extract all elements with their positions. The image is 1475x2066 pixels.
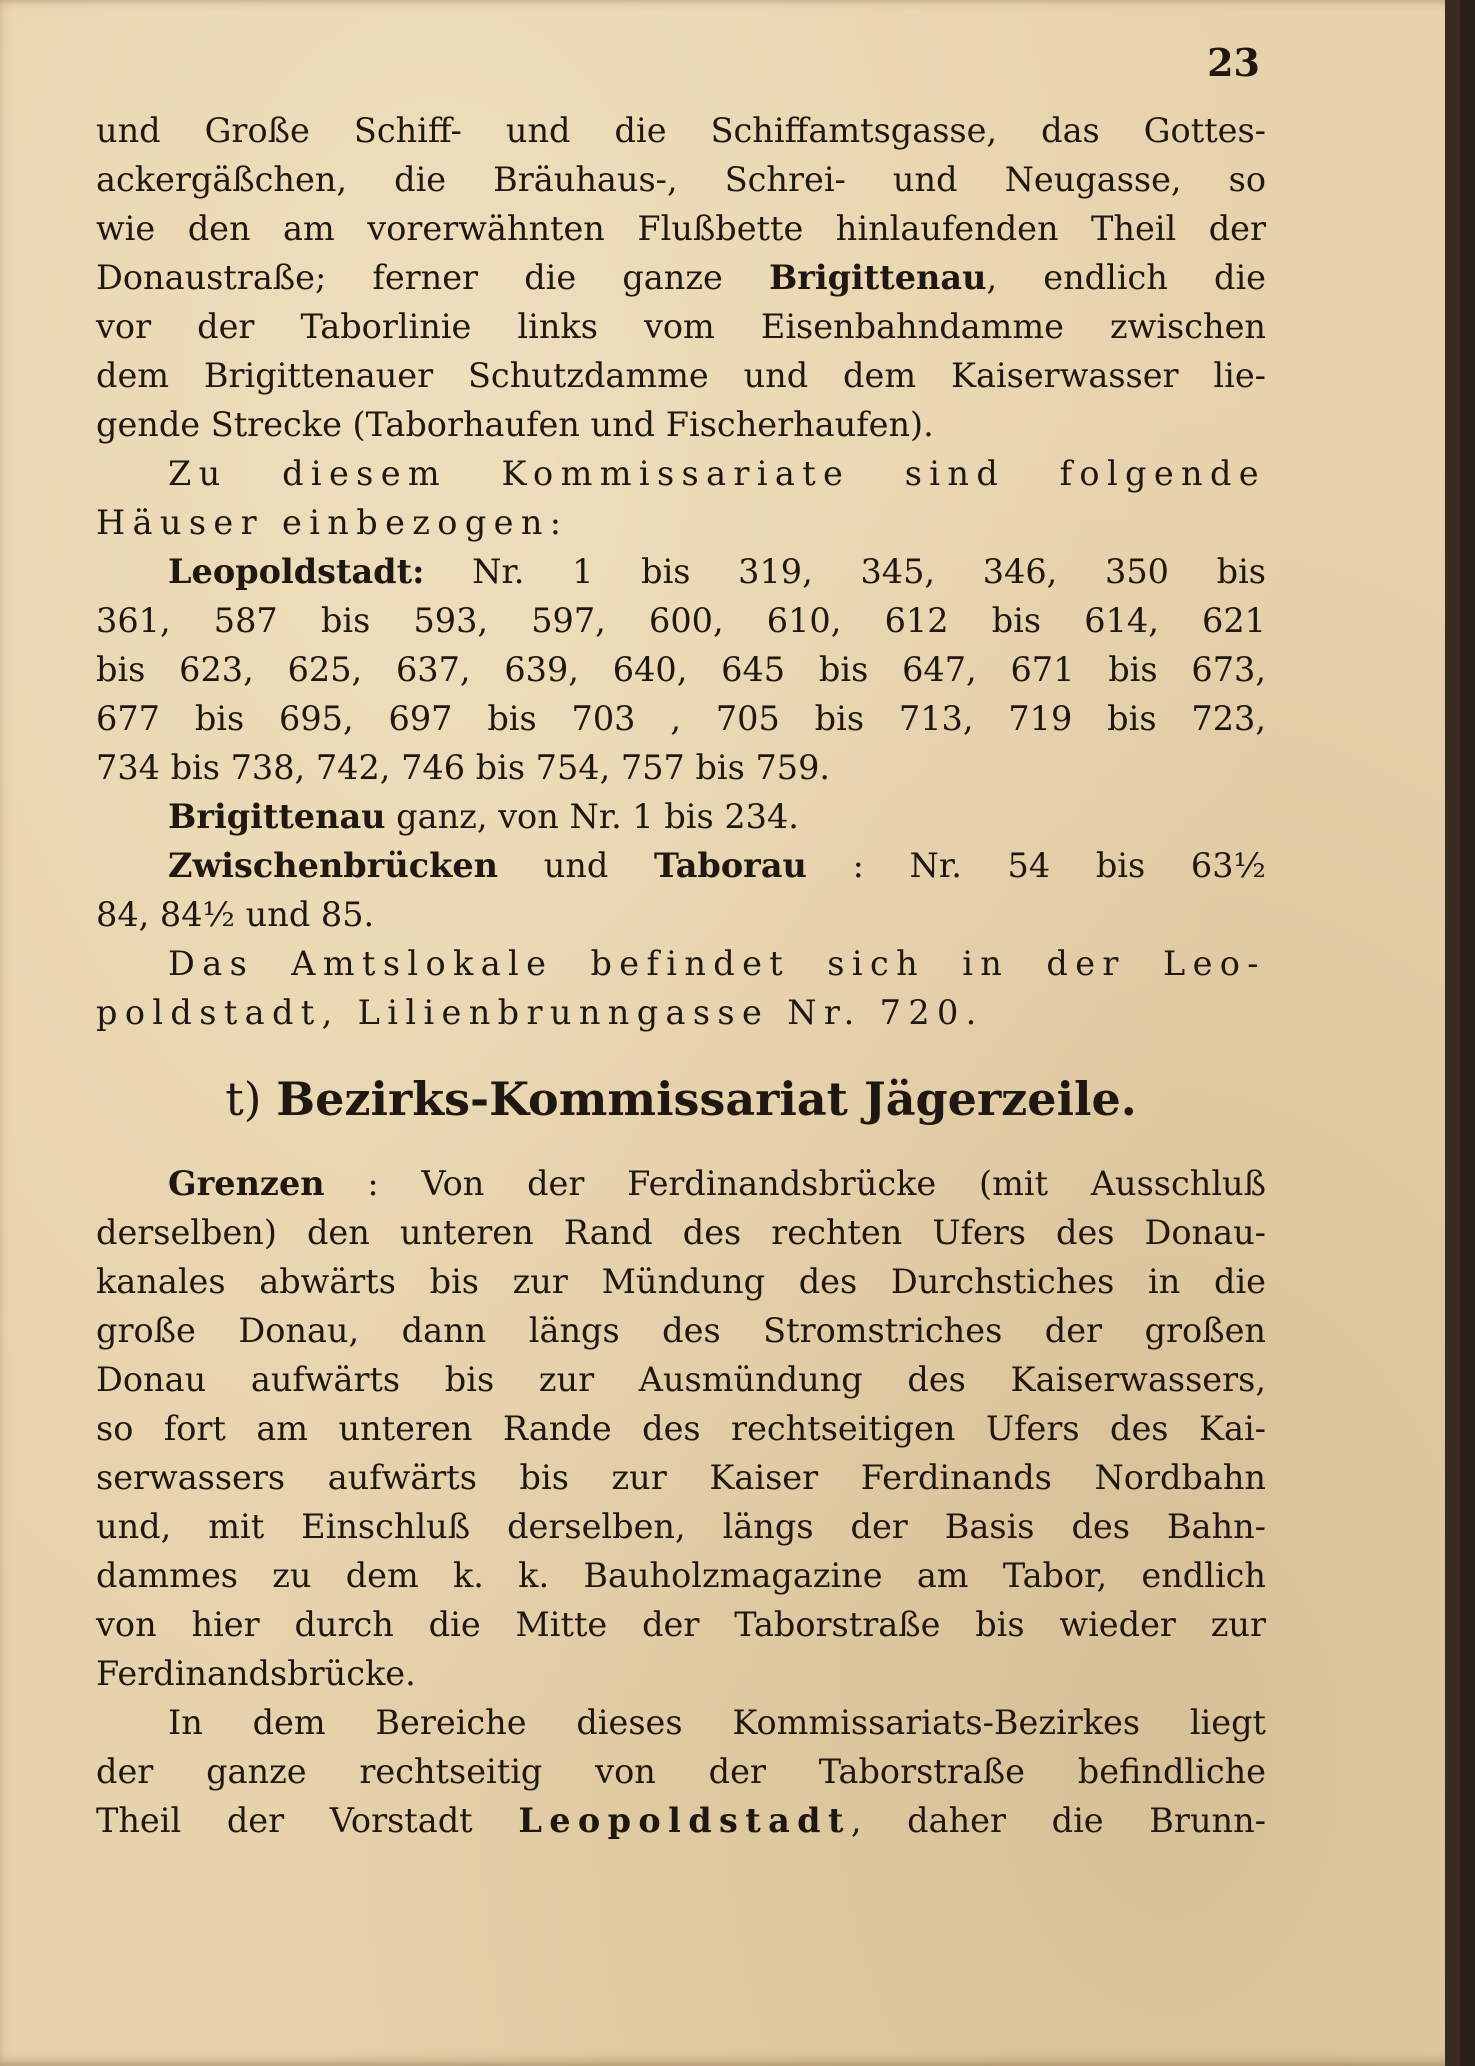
text-run: : Nr. 54 bis 63½: [806, 846, 1266, 885]
text-line: der ganze rechtseitig von der Taborstraße befindliche: [96, 1752, 1266, 1791]
place-name-brigittenau: Brigittenau: [768, 258, 987, 297]
place-name-leopoldstadt: Leopoldstadt:: [168, 552, 425, 591]
text-line: kanales abwärts bis zur Mündung des Durchstiches in die: [96, 1262, 1266, 1301]
text-line: große Donau, dann längs des Stromstriches der großen: [96, 1311, 1266, 1350]
text-line: 84, 84½ und 85.: [96, 895, 375, 934]
place-name-brigittenau: Brigittenau: [168, 797, 386, 836]
text-line: poldstadt, Lilienbrunngasse Nr. 720.: [96, 993, 984, 1032]
text-line: derselben) den unteren Rand des rechten Ufers des Donau-: [96, 1213, 1266, 1252]
text-line: dem Brigittenauer Schutzdamme und dem Kaiserwasser lie-: [96, 356, 1266, 395]
text-line: Häuser einbezogen:: [96, 503, 569, 542]
text-run: ganz, von Nr. 1 bis 234.: [385, 797, 799, 836]
text-line: [96, 1796, 1266, 1845]
text-run: Nr. 1 bis 319, 345, 346, 350 bis: [424, 552, 1266, 591]
text-line: so fort am unteren Rande des rechtseitigen Ufers des Kai-: [96, 1409, 1266, 1448]
section-letter: t): [225, 1072, 277, 1126]
text-line: [96, 547, 1266, 596]
text-line: bis 623, 625, 637, 639, 640, 645 bis 647, 671 bis 673,: [96, 650, 1266, 689]
text-run: Donaustraße; ferner die ganze: [96, 258, 769, 297]
text-line: ackergäßchen, die Bräuhaus-, Schrei- und Neugasse, so: [96, 160, 1266, 199]
text-line: dammes zu dem k. k. Bauholzmagazine am Tabor, endlich: [96, 1556, 1266, 1595]
text-line: [96, 253, 1266, 302]
text-line: [96, 792, 1266, 841]
section-heading: [96, 1059, 1266, 1139]
text-line: vor der Taborlinie links vom Eisenbahndamme zwischen: [96, 307, 1266, 346]
text-line: [96, 1159, 1266, 1208]
text-line: In dem Bereiche dieses Kommissariats-Bezirkes liegt: [168, 1703, 1266, 1742]
text-line: wie den am vorerwähnten Flußbette hinlaufenden Theil der: [96, 209, 1266, 248]
text-line: 361, 587 bis 593, 597, 600, 610, 612 bis 614, 621: [96, 601, 1266, 640]
place-name-taborau: Taborau: [653, 846, 807, 885]
text-line: Donau aufwärts bis zur Ausmündung des Kaiserwassers,: [96, 1360, 1266, 1399]
text-line: Das Amtslokale befindet sich in der Leo-: [168, 944, 1266, 983]
page-text: [96, 106, 1266, 1845]
text-run: , endlich die: [986, 258, 1266, 297]
page-number: 23: [1207, 40, 1260, 85]
text-run: Theil der Vorstadt: [96, 1801, 519, 1840]
text-line: [96, 841, 1266, 890]
section-title: Bezirks-Kommissariat Jägerzeile.: [276, 1072, 1137, 1126]
text-line: und, mit Einschluß derselben, längs der Basis des Bahn-: [96, 1507, 1266, 1546]
text-line: serwassers aufwärts bis zur Kaiser Ferdinands Nordbahn: [96, 1458, 1266, 1497]
text-run: und: [498, 846, 654, 885]
text-run: : Von der Ferdinandsbrücke (mit Ausschluß: [324, 1164, 1266, 1203]
text-line: Zu diesem Kommissariate sind folgende: [168, 454, 1266, 493]
text-line: 677 bis 695, 697 bis 703 , 705 bis 713, 719 bis 723,: [96, 699, 1266, 738]
text-line: und Große Schiff- und die Schiffamtsgasse, das Gottes-: [96, 111, 1266, 150]
text-line: von hier durch die Mitte der Taborstraße bis wieder zur: [96, 1605, 1266, 1644]
place-name-zwischenbruecken: Zwischenbrücken: [168, 846, 499, 885]
text-run: , daher die Brunn-: [850, 1801, 1266, 1840]
text-line: Ferdinandsbrücke.: [96, 1654, 416, 1693]
page-edge: [1445, 0, 1460, 2066]
borders-label: Grenzen: [168, 1164, 325, 1203]
place-name-leopoldstadt: Leopoldstadt: [518, 1801, 851, 1840]
text-line: gende Strecke (Taborhaufen und Fischerhaufen).: [96, 405, 934, 444]
text-line: 734 bis 738, 742, 746 bis 754, 757 bis 759.: [96, 748, 831, 787]
